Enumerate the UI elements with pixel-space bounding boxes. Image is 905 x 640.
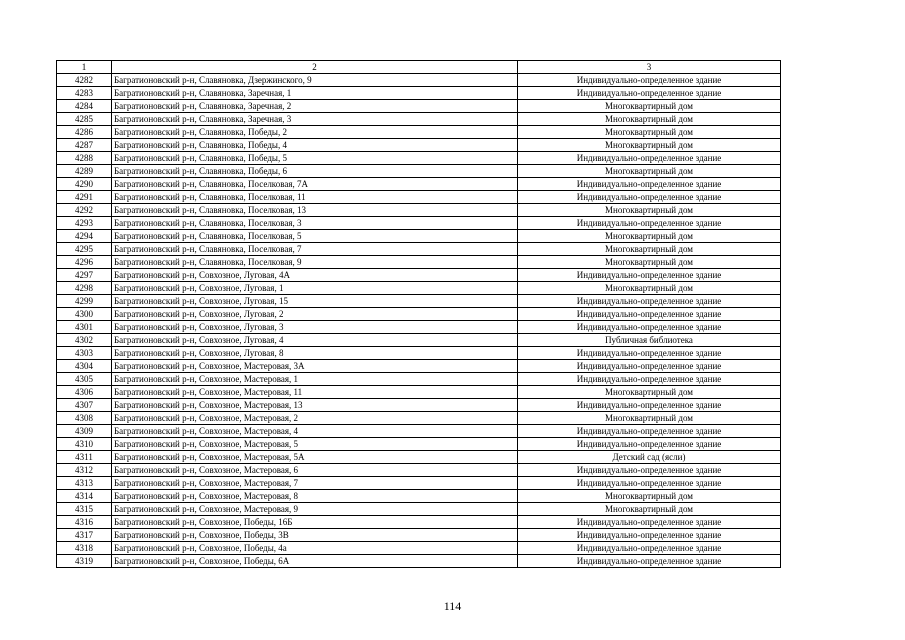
- row-number-cell: 4291: [57, 191, 112, 204]
- table-row: [57, 490, 781, 503]
- table-row: [57, 230, 781, 243]
- table-row: [57, 503, 781, 516]
- address-cell: Багратионовский р-н, Славяновка, Заречная, 1: [112, 87, 518, 100]
- building-type-cell: Индивидуально-определенное здание: [518, 152, 781, 165]
- building-type-cell: Многоквартирный дом: [518, 256, 781, 269]
- table-row: [57, 529, 781, 542]
- column-header-2: 2: [112, 61, 518, 74]
- row-number-cell: 4299: [57, 295, 112, 308]
- row-number-cell: 4287: [57, 139, 112, 152]
- address-cell: Багратионовский р-н, Совхозное, Луговая, 1: [112, 282, 518, 295]
- row-number-cell: 4292: [57, 204, 112, 217]
- building-type-cell: Индивидуально-определенное здание: [518, 178, 781, 191]
- building-type-cell: Многоквартирный дом: [518, 230, 781, 243]
- building-type-cell: Многоквартирный дом: [518, 204, 781, 217]
- building-type-cell: Многоквартирный дом: [518, 282, 781, 295]
- building-type-cell: Индивидуально-определенное здание: [518, 74, 781, 87]
- table-row: [57, 191, 781, 204]
- column-header-3: 3: [518, 61, 781, 74]
- address-cell: Багратионовский р-н, Совхозное, Победы, 4а: [112, 542, 518, 555]
- address-cell: Багратионовский р-н, Славяновка, Победы, 2: [112, 126, 518, 139]
- row-number-cell: 4290: [57, 178, 112, 191]
- building-type-cell: Многоквартирный дом: [518, 490, 781, 503]
- address-cell: Багратионовский р-н, Славяновка, Победы, 5: [112, 152, 518, 165]
- row-number-cell: 4297: [57, 269, 112, 282]
- table-row: [57, 399, 781, 412]
- address-cell: Багратионовский р-н, Славяновка, Заречная, 2: [112, 100, 518, 113]
- table-row: [57, 516, 781, 529]
- building-type-cell: Индивидуально-определенное здание: [518, 516, 781, 529]
- page-number: 114: [443, 599, 462, 613]
- address-cell: Багратионовский р-н, Совхозное, Мастеровая, 5: [112, 438, 518, 451]
- address-cell: Багратионовский р-н, Совхозное, Мастеровая, 2: [112, 412, 518, 425]
- address-cell: Багратионовский р-н, Совхозное, Луговая, 4: [112, 334, 518, 347]
- building-type-cell: Индивидуально-определенное здание: [518, 308, 781, 321]
- table-row: [57, 178, 781, 191]
- table-row: [57, 126, 781, 139]
- table-row: [57, 165, 781, 178]
- row-number-cell: 4283: [57, 87, 112, 100]
- table-row: [57, 74, 781, 87]
- row-number-cell: 4314: [57, 490, 112, 503]
- building-type-cell: Многоквартирный дом: [518, 126, 781, 139]
- row-number-cell: 4300: [57, 308, 112, 321]
- address-cell: Багратионовский р-н, Славяновка, Победы, 6: [112, 165, 518, 178]
- building-type-cell: Индивидуально-определенное здание: [518, 217, 781, 230]
- address-cell: Багратионовский р-н, Совхозное, Мастеровая, 8: [112, 490, 518, 503]
- row-number-cell: 4303: [57, 347, 112, 360]
- building-type-cell: Многоквартирный дом: [518, 165, 781, 178]
- building-type-cell: Индивидуально-определенное здание: [518, 321, 781, 334]
- row-number-cell: 4304: [57, 360, 112, 373]
- table-row: [57, 347, 781, 360]
- table-row: [57, 451, 781, 464]
- address-cell: Багратионовский р-н, Славяновка, Поселковая, 7А: [112, 178, 518, 191]
- building-type-cell: Индивидуально-определенное здание: [518, 438, 781, 451]
- address-cell: Багратионовский р-н, Славяновка, Поселковая, 5: [112, 230, 518, 243]
- table-row: [57, 113, 781, 126]
- table-row: [57, 412, 781, 425]
- address-cell: Багратионовский р-н, Совхозное, Луговая, 3: [112, 321, 518, 334]
- row-number-cell: 4286: [57, 126, 112, 139]
- building-type-cell: Многоквартирный дом: [518, 243, 781, 256]
- building-type-cell: Индивидуально-определенное здание: [518, 529, 781, 542]
- row-number-cell: 4295: [57, 243, 112, 256]
- building-type-cell: Индивидуально-определенное здание: [518, 542, 781, 555]
- row-number-cell: 4302: [57, 334, 112, 347]
- table-row: [57, 282, 781, 295]
- row-number-cell: 4301: [57, 321, 112, 334]
- row-number-cell: 4305: [57, 373, 112, 386]
- table-row: [57, 555, 781, 568]
- row-number-cell: 4298: [57, 282, 112, 295]
- address-cell: Багратионовский р-н, Славяновка, Поселковая, 3: [112, 217, 518, 230]
- row-number-cell: 4312: [57, 464, 112, 477]
- table-row: [57, 204, 781, 217]
- row-number-cell: 4308: [57, 412, 112, 425]
- address-cell: Багратионовский р-н, Совхозное, Мастеровая, 6: [112, 464, 518, 477]
- row-number-cell: 4289: [57, 165, 112, 178]
- table-row: [57, 152, 781, 165]
- address-cell: Багратионовский р-н, Совхозное, Мастеровая, 4: [112, 425, 518, 438]
- address-cell: Багратионовский р-н, Совхозное, Луговая, 2: [112, 308, 518, 321]
- address-cell: Багратионовский р-н, Славяновка, Поселковая, 13: [112, 204, 518, 217]
- row-number-cell: 4288: [57, 152, 112, 165]
- building-type-cell: Индивидуально-определенное здание: [518, 425, 781, 438]
- address-cell: Багратионовский р-н, Совхозное, Мастеровая, 11: [112, 386, 518, 399]
- row-number-cell: 4319: [57, 555, 112, 568]
- row-number-cell: 4317: [57, 529, 112, 542]
- table-row: [57, 386, 781, 399]
- building-type-cell: Детский сад (ясли): [518, 451, 781, 464]
- building-type-cell: Индивидуально-определенное здание: [518, 477, 781, 490]
- address-cell: Багратионовский р-н, Славяновка, Заречная, 3: [112, 113, 518, 126]
- address-cell: Багратионовский р-н, Совхозное, Мастеровая, 5А: [112, 451, 518, 464]
- building-type-cell: Индивидуально-определенное здание: [518, 269, 781, 282]
- header-row: [57, 61, 781, 74]
- building-type-cell: Многоквартирный дом: [518, 100, 781, 113]
- row-number-cell: 4284: [57, 100, 112, 113]
- table-row: [57, 321, 781, 334]
- table-row: [57, 425, 781, 438]
- table-row: [57, 295, 781, 308]
- address-cell: Багратионовский р-н, Совхозное, Мастеровая, 13: [112, 399, 518, 412]
- building-type-cell: Многоквартирный дом: [518, 412, 781, 425]
- address-cell: Багратионовский р-н, Совхозное, Мастеровая, 1: [112, 373, 518, 386]
- row-number-cell: 4282: [57, 74, 112, 87]
- building-type-cell: Индивидуально-определенное здание: [518, 295, 781, 308]
- address-cell: Багратионовский р-н, Совхозное, Победы, 3В: [112, 529, 518, 542]
- buildings-table: [56, 60, 781, 568]
- row-number-cell: 4285: [57, 113, 112, 126]
- row-number-cell: 4316: [57, 516, 112, 529]
- table-row: [57, 139, 781, 152]
- row-number-cell: 4306: [57, 386, 112, 399]
- table-row: [57, 477, 781, 490]
- row-number-cell: 4313: [57, 477, 112, 490]
- building-type-cell: Индивидуально-определенное здание: [518, 464, 781, 477]
- building-type-cell: Индивидуально-определенное здание: [518, 87, 781, 100]
- row-number-cell: 4294: [57, 230, 112, 243]
- address-cell: Багратионовский р-н, Славяновка, Поселковая, 11: [112, 191, 518, 204]
- table-row: [57, 373, 781, 386]
- building-type-cell: Многоквартирный дом: [518, 139, 781, 152]
- row-number-cell: 4311: [57, 451, 112, 464]
- table-row: [57, 87, 781, 100]
- row-number-cell: 4315: [57, 503, 112, 516]
- building-type-cell: Индивидуально-определенное здание: [518, 191, 781, 204]
- row-number-cell: 4318: [57, 542, 112, 555]
- column-header-1: 1: [57, 61, 112, 74]
- address-cell: Багратионовский р-н, Совхозное, Луговая, 15: [112, 295, 518, 308]
- address-cell: Багратионовский р-н, Славяновка, Поселковая, 7: [112, 243, 518, 256]
- table-row: [57, 100, 781, 113]
- building-type-cell: Многоквартирный дом: [518, 503, 781, 516]
- row-number-cell: 4309: [57, 425, 112, 438]
- address-cell: Багратионовский р-н, Славяновка, Дзержинского, 9: [112, 74, 518, 87]
- address-cell: Багратионовский р-н, Совхозное, Луговая, 4А: [112, 269, 518, 282]
- table-body: [57, 74, 781, 568]
- building-type-cell: Индивидуально-определенное здание: [518, 347, 781, 360]
- address-cell: Багратионовский р-н, Совхозное, Мастеровая, 3А: [112, 360, 518, 373]
- address-cell: Багратионовский р-н, Совхозное, Победы, 16Б: [112, 516, 518, 529]
- table-row: [57, 360, 781, 373]
- address-cell: Багратионовский р-н, Совхозное, Победы, 6А: [112, 555, 518, 568]
- table-row: [57, 243, 781, 256]
- table-row: [57, 334, 781, 347]
- table-row: [57, 256, 781, 269]
- building-type-cell: Многоквартирный дом: [518, 113, 781, 126]
- building-type-cell: Индивидуально-определенное здание: [518, 360, 781, 373]
- table-row: [57, 542, 781, 555]
- row-number-cell: 4307: [57, 399, 112, 412]
- table-row: [57, 269, 781, 282]
- table-row: [57, 217, 781, 230]
- table-row: [57, 308, 781, 321]
- table-row: [57, 438, 781, 451]
- building-type-cell: Индивидуально-определенное здание: [518, 555, 781, 568]
- address-cell: Багратионовский р-н, Славяновка, Победы, 4: [112, 139, 518, 152]
- building-type-cell: Индивидуально-определенное здание: [518, 373, 781, 386]
- row-number-cell: 4293: [57, 217, 112, 230]
- table-row: [57, 464, 781, 477]
- address-cell: Багратионовский р-н, Совхозное, Мастеровая, 9: [112, 503, 518, 516]
- row-number-cell: 4310: [57, 438, 112, 451]
- building-type-cell: Многоквартирный дом: [518, 386, 781, 399]
- row-number-cell: 4296: [57, 256, 112, 269]
- address-cell: Багратионовский р-н, Совхозное, Мастеровая, 7: [112, 477, 518, 490]
- address-cell: Багратионовский р-н, Славяновка, Поселковая, 9: [112, 256, 518, 269]
- address-cell: Багратионовский р-н, Совхозное, Луговая, 8: [112, 347, 518, 360]
- building-type-cell: Индивидуально-определенное здание: [518, 399, 781, 412]
- building-type-cell: Публичная библиотека: [518, 334, 781, 347]
